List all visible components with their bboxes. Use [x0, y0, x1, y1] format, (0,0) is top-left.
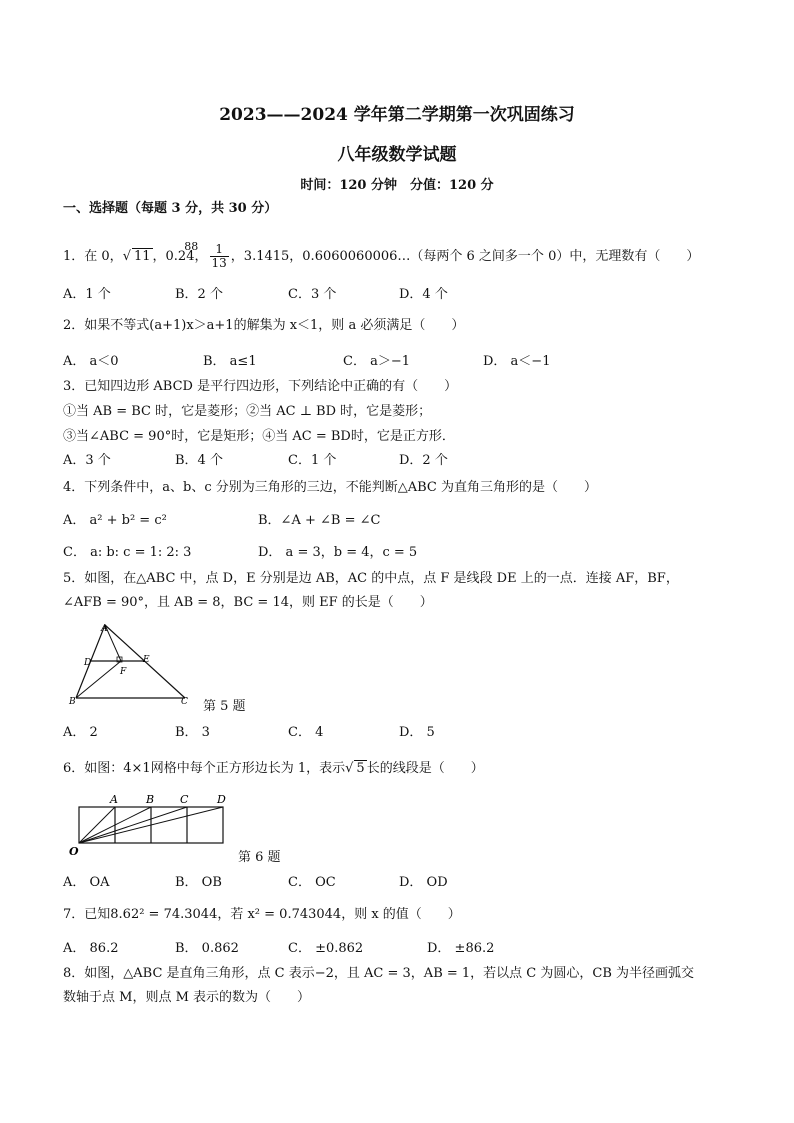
q2-option-d: D． a＜−1: [483, 354, 551, 369]
q6-text-a: 6．如图：4×1网格中每个正方形边长为 1，表示: [63, 761, 346, 776]
q1-dots: 88: [184, 240, 199, 253]
question-2: 2．如果不等式(a+1)x＞a+1的解集为 x＜1，则 a 必须满足（ ）: [63, 318, 465, 333]
question-1: 1．在 0，√ 11 ，0.24 88 ， $\frac{1}{13}$ ，3.1415，0.6060060006…（每两个 6 之间多一个 0）中，无理数有（ ）: [63, 240, 700, 270]
q1-sqrt: 11: [133, 249, 151, 264]
exam-title: 2023——2024 学年第二学期第一次巩固练习: [219, 105, 575, 125]
q1-option-a: A．1 个: [63, 287, 111, 302]
figure-5-triangle: [62, 620, 202, 710]
q6-option-b: B． OB: [175, 875, 222, 890]
q1-option-c: C．3 个: [288, 287, 337, 302]
question-5: 5．如图，在△ABC 中，点 D，E 分别是边 AB，AC 的中点，点 F 是线段 DE 上的一点．连接 AF，BF，: [63, 571, 679, 586]
figure-6-caption: 第 6 题: [238, 850, 281, 865]
exam-meta: 时间：120 分钟 分值：120 分: [300, 178, 494, 193]
exam-subtitle: 八年级数学试题: [337, 145, 457, 165]
q7-option-d: D． ±86.2: [427, 941, 495, 956]
question-4: 4．下列条件中，a、b、c 分别为三角形的三边，不能判断△ABC 为直角三角形的是（ ）: [63, 480, 598, 495]
q3-option-b: B．4 个: [175, 453, 223, 468]
question-5-line2: ∠AFB = 90°，且 AB = 8，BC = 14，则 EF 的长是（ ）: [63, 595, 433, 610]
q1-tail: ，3.1415，0.6060060006…（每两个 6 之间多一个 0）中，无理数有（ ）: [230, 249, 700, 264]
fig6-label-o: O: [69, 845, 79, 858]
q5-option-d: D． 5: [399, 725, 435, 740]
q3-option-a: A．3 个: [63, 453, 111, 468]
q1-mid: ，0.2: [152, 249, 187, 264]
question-3-line3: ③当∠ABC = 90°时，它是矩形；④当 AC = BD时，它是正方形．: [63, 429, 455, 444]
fig6-label-a: A: [110, 793, 118, 806]
question-7: 7．已知8.62² = 74.3044，若 x² = 0.743044，则 x 的值（ ）: [63, 907, 461, 922]
q7-option-c: C． ±0.862: [288, 941, 364, 956]
q1-repeating-decimal: 4: [186, 249, 195, 264]
q2-option-c: C． a＞−1: [343, 354, 410, 369]
q2-option-a: A． a＜0: [63, 354, 119, 369]
question-6: 6．如图：4×1网格中每个正方形边长为 1，表示√ 5 长的线段是（ ）: [63, 761, 484, 776]
fig6-label-d: D: [217, 793, 226, 806]
fig5-label-e: E: [143, 655, 150, 665]
q1-fraction: $\frac{1}{13}$: [211, 242, 227, 270]
q6-sqrt: 5: [356, 761, 365, 776]
q6-option-a: A． OA: [63, 875, 110, 890]
q5-option-a: A． 2: [63, 725, 98, 740]
section-heading: 一、选择题（每题 3 分，共 30 分）: [63, 201, 278, 216]
figure-5-caption: 第 5 题: [203, 699, 246, 714]
q5-option-c: C． 4: [288, 725, 324, 740]
q4-option-a: A． a² + b² = c²: [63, 513, 167, 528]
q1-lead: 1．在 0，: [63, 249, 123, 264]
question-3: 3．已知四边形 ABCD 是平行四边形，下列结论中正确的有（ ）: [63, 379, 458, 394]
q6-option-c: C． OC: [288, 875, 336, 890]
q4-option-d: D． a = 3，b = 4，c = 5: [258, 545, 418, 560]
figure-6-grid: [64, 790, 240, 858]
q3-option-c: C．1 个: [288, 453, 337, 468]
fig6-label-b: B: [146, 793, 155, 806]
q4-option-b: B．∠A + ∠B = ∠C: [258, 513, 381, 528]
q3-option-d: D．2 个: [399, 453, 448, 468]
fig5-label-a: A: [101, 624, 108, 634]
question-3-line2: ①当 AB = BC 时，它是菱形；②当 AC ⊥ BD 时，它是菱形；: [63, 404, 432, 419]
q1-option-d: D．4 个: [399, 287, 448, 302]
q2-option-b: B． a≤1: [203, 354, 257, 369]
fig5-label-f: F: [120, 667, 127, 677]
q7-option-b: B． 0.862: [175, 941, 239, 956]
q1-option-b: B．2 个: [175, 287, 223, 302]
fig6-label-c: C: [180, 793, 189, 806]
question-8: 8．如图，△ABC 是直角三角形，点 C 表示−2，且 AC = 3，AB = 1，若以点 C 为圆心，CB 为半径画弧交: [63, 966, 695, 981]
q5-option-b: B． 3: [175, 725, 210, 740]
question-8-line2: 数轴于点 M，则点 M 表示的数为（ ）: [63, 990, 311, 1005]
fig5-label-b: B: [69, 697, 76, 707]
q6-text-b: 长的线段是（ ）: [366, 761, 484, 776]
q6-option-d: D． OD: [399, 875, 448, 890]
fig5-label-d: D: [84, 658, 92, 668]
fig5-label-c: C: [181, 697, 188, 707]
q7-option-a: A． 86.2: [63, 941, 119, 956]
q4-option-c: C． a: b: c = 1: 2: 3: [63, 545, 192, 560]
